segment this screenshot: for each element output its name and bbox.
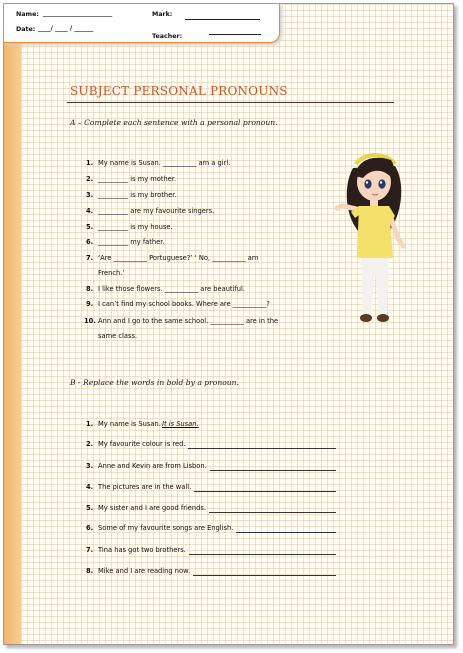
item-text[interactable]: ‘Are __________ Portuguese?’ ‘ No, __________ am bbox=[98, 254, 259, 262]
item-number: 1. bbox=[86, 420, 94, 428]
item-text[interactable]: My name is Susan. __________ am a girl. bbox=[98, 159, 231, 167]
example-answer: It is Susan. bbox=[162, 420, 199, 428]
item-number: 3. bbox=[86, 191, 94, 199]
item-number: 6. bbox=[86, 524, 94, 532]
mark-label: Mark: bbox=[152, 11, 173, 18]
item-sentence: The pictures are in the wall. bbox=[98, 483, 192, 491]
item-number: 6. bbox=[86, 238, 94, 246]
answer-line[interactable] bbox=[189, 554, 336, 555]
teacher-field[interactable] bbox=[209, 26, 261, 35]
section-b-instruction: B - Replace the words in bold by a pronoun. bbox=[70, 378, 239, 387]
title-underline bbox=[67, 102, 394, 103]
item-text[interactable]: _________ are my favourite singers. bbox=[98, 207, 215, 215]
item-text[interactable]: _________ is my brother. bbox=[98, 191, 177, 199]
mark-field[interactable] bbox=[185, 11, 260, 20]
item-text[interactable]: _________ is my mother. bbox=[98, 175, 177, 183]
item-number: 1. bbox=[86, 159, 94, 167]
item-text[interactable]: French.’ bbox=[98, 269, 125, 277]
item-text[interactable]: _________ my father. bbox=[98, 238, 165, 246]
item-sentence: Some of my favourite songs are English. bbox=[98, 524, 234, 532]
item-number: 7. bbox=[86, 254, 94, 262]
item-number: 10. bbox=[84, 317, 96, 325]
name-label: Name: bbox=[16, 11, 39, 18]
item-number: 5. bbox=[86, 223, 94, 231]
date-field[interactable]: ____/ ____ / ______ bbox=[38, 25, 94, 32]
cartoon-girl-illustration bbox=[333, 146, 418, 332]
item-sentence: Mike and I are reading now. bbox=[98, 567, 191, 575]
header-box bbox=[3, 3, 280, 43]
section-a-instruction: A – Complete each sentence with a personal pronoun. bbox=[70, 118, 278, 127]
answer-line[interactable] bbox=[209, 512, 336, 513]
sidebar-stripe bbox=[4, 4, 21, 644]
item-sentence: My name is Susan. bbox=[98, 420, 161, 428]
item-number: 9. bbox=[86, 300, 94, 308]
item-sentence: Anne and Kevin are from Lisbon. bbox=[98, 462, 207, 470]
date-label: Date: bbox=[16, 26, 36, 33]
item-number: 5. bbox=[86, 504, 94, 512]
item-text[interactable]: I like those flowers. __________ are beautiful. bbox=[98, 285, 245, 293]
name-field[interactable]: ______________________ bbox=[43, 10, 113, 17]
item-number: 2. bbox=[86, 175, 94, 183]
answer-line[interactable] bbox=[236, 532, 336, 533]
item-sentence: My sister and I are good friends. bbox=[98, 504, 207, 512]
item-number: 3. bbox=[86, 462, 94, 470]
item-number: 4. bbox=[86, 483, 94, 491]
item-number: 2. bbox=[86, 440, 94, 448]
item-number: 4. bbox=[86, 207, 94, 215]
item-text[interactable]: _________ is my house. bbox=[98, 223, 173, 231]
item-text[interactable]: I can’t find my school books. Where are __________? bbox=[98, 300, 270, 308]
answer-line[interactable] bbox=[193, 575, 336, 576]
answer-line[interactable] bbox=[188, 448, 336, 449]
item-sentence: Tina has got two brothers. bbox=[98, 546, 186, 554]
answer-line[interactable] bbox=[210, 470, 336, 471]
item-number: 7. bbox=[86, 546, 94, 554]
teacher-label: Teacher: bbox=[152, 33, 183, 40]
item-number: 8. bbox=[86, 567, 94, 575]
item-text[interactable]: Ann and I go to the same school. __________ are in the bbox=[98, 317, 279, 325]
item-sentence: My favourite colour is red. bbox=[98, 440, 186, 448]
page-title: SUBJECT PERSONAL PRONOUNS bbox=[70, 84, 288, 98]
item-text[interactable]: same class. bbox=[98, 332, 138, 340]
answer-line[interactable] bbox=[194, 491, 336, 492]
item-number: 8. bbox=[86, 285, 94, 293]
